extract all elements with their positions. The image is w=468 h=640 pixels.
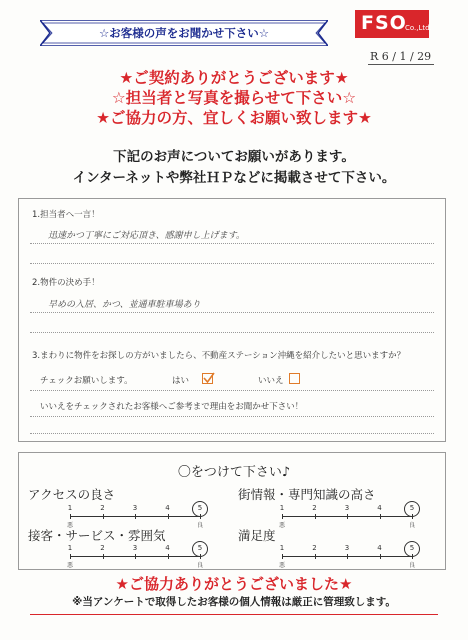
rating-selected-circle — [404, 501, 420, 517]
q3-label: 3.まわりに物件をお探しの方がいましたら、不動産ステーション沖縄を紹介したいと思いますか？ — [32, 351, 406, 361]
rating-tick — [380, 554, 381, 559]
rating-tick — [168, 514, 169, 519]
intro-line-1: 下記のお声についてお願いがあります。 — [113, 149, 355, 165]
rating-tick — [315, 554, 316, 559]
rating-tick — [347, 514, 348, 519]
rating-high-label: 良 — [409, 562, 416, 569]
rating-number: 5 — [409, 544, 415, 552]
rating-tick — [103, 514, 104, 519]
rating-tick — [168, 554, 169, 559]
q1-blank-line — [30, 263, 434, 264]
rating-tick — [135, 554, 136, 559]
logo-main: FSO — [361, 12, 407, 34]
rating-number: 2 — [312, 504, 317, 512]
rating-tick — [315, 514, 316, 519]
rating-high-label: 良 — [197, 522, 204, 529]
reason-line-1 — [30, 416, 434, 417]
privacy-note: ※当アンケートで取得したお客様の個人情報は厳正に管理致します。 — [72, 596, 396, 608]
rating-tick — [380, 514, 381, 519]
rating-number: 2 — [100, 504, 105, 512]
rating-number: 3 — [344, 504, 350, 512]
rating-number: 4 — [165, 544, 170, 552]
rating-label-satisfaction: 満足度 — [238, 528, 276, 543]
yes-checkbox[interactable] — [202, 373, 213, 384]
rating-label-access: アクセスの良さ — [28, 487, 116, 502]
rating-number: 4 — [377, 544, 382, 552]
yes-label: はい — [172, 376, 190, 386]
rating-number: 3 — [132, 504, 138, 512]
rating-low-label: 悪 — [279, 562, 286, 569]
q2-blank-line — [30, 332, 434, 333]
rating-label-service: 接客・サービス・雰囲気 — [28, 528, 166, 543]
rating-tick — [70, 554, 71, 559]
intro-line-2: インターネットや弊社ＨＰなどに掲載させて下さい。 — [72, 170, 396, 186]
rating-tick — [282, 514, 283, 519]
rating-tick — [135, 514, 136, 519]
footer-rule — [30, 614, 438, 615]
reason-line-2 — [30, 433, 434, 434]
rating-low-label: 悪 — [67, 562, 74, 569]
no-checkbox[interactable] — [289, 373, 300, 384]
rating-number: 4 — [377, 504, 382, 512]
rating-number: 5 — [409, 504, 415, 512]
rating-tick — [103, 554, 104, 559]
rating-number: 3 — [132, 544, 138, 552]
rating-tick — [282, 554, 283, 559]
rating-number: 4 — [165, 504, 170, 512]
q2-answer-line — [30, 312, 434, 313]
rating-label-knowledge: 街情報・専門知識の高さ — [238, 487, 376, 502]
rating-low-label: 悪 — [279, 522, 286, 529]
rating-selected-circle — [192, 541, 208, 557]
header-banner-text: ☆お客様の声をお聞かせ下さい☆ — [98, 26, 270, 40]
check-prompt: チェックお願いします。 — [40, 376, 133, 386]
date-underline — [368, 64, 434, 65]
rating-high-label: 良 — [409, 522, 416, 529]
rating-low-label: 悪 — [67, 522, 74, 529]
rating-high-label: 良 — [197, 562, 204, 569]
date-field: R 6 / 1 / 29 — [370, 50, 432, 63]
title-line-1: ★ご契約ありがとうございます★ — [119, 69, 349, 87]
logo-sub: Co.,Ltd. — [405, 24, 432, 32]
rating-number: 3 — [344, 544, 350, 552]
rating-selected-circle — [192, 501, 208, 517]
rating-number: 1 — [67, 504, 73, 512]
title-line-2: ☆担当者と写真を撮らせて下さい☆ — [111, 89, 357, 107]
rating-number: 1 — [67, 544, 73, 552]
q1-answer: 迅速かつ丁寧にご対応頂き、感謝申し上げます。 — [48, 231, 245, 241]
rating-number: 5 — [197, 504, 203, 512]
check-mark-icon — [202, 371, 216, 385]
q2-answer: 早めの入居、かつ、並通車駐車場あり — [48, 300, 201, 310]
rating-number: 1 — [279, 544, 285, 552]
rating-number: 1 — [279, 504, 285, 512]
no-label: いいえ — [258, 376, 284, 386]
rating-number: 2 — [100, 544, 105, 552]
rating-number: 5 — [197, 544, 203, 552]
q1-answer-line — [30, 243, 434, 244]
q3-line — [30, 390, 434, 391]
thanks-message: ★ご協力ありがとうございました★ — [115, 575, 353, 593]
rating-number: 2 — [312, 544, 317, 552]
rating-tick — [70, 514, 71, 519]
rating-selected-circle — [404, 541, 420, 557]
q2-label: 2.物件の決め手！ — [32, 278, 100, 288]
company-logo — [355, 10, 432, 38]
reason-prompt: いいえをチェックされたお客様へご参考まで理由をお聞かせ下さい！ — [40, 402, 304, 412]
ratings-instruction: 〇をつけて下さい♪ — [177, 465, 291, 480]
q1-label: 1.担当者へ一言！ — [32, 210, 100, 220]
rating-tick — [347, 554, 348, 559]
title-line-3: ★ご協力の方、宜しくお願い致します★ — [96, 109, 372, 127]
